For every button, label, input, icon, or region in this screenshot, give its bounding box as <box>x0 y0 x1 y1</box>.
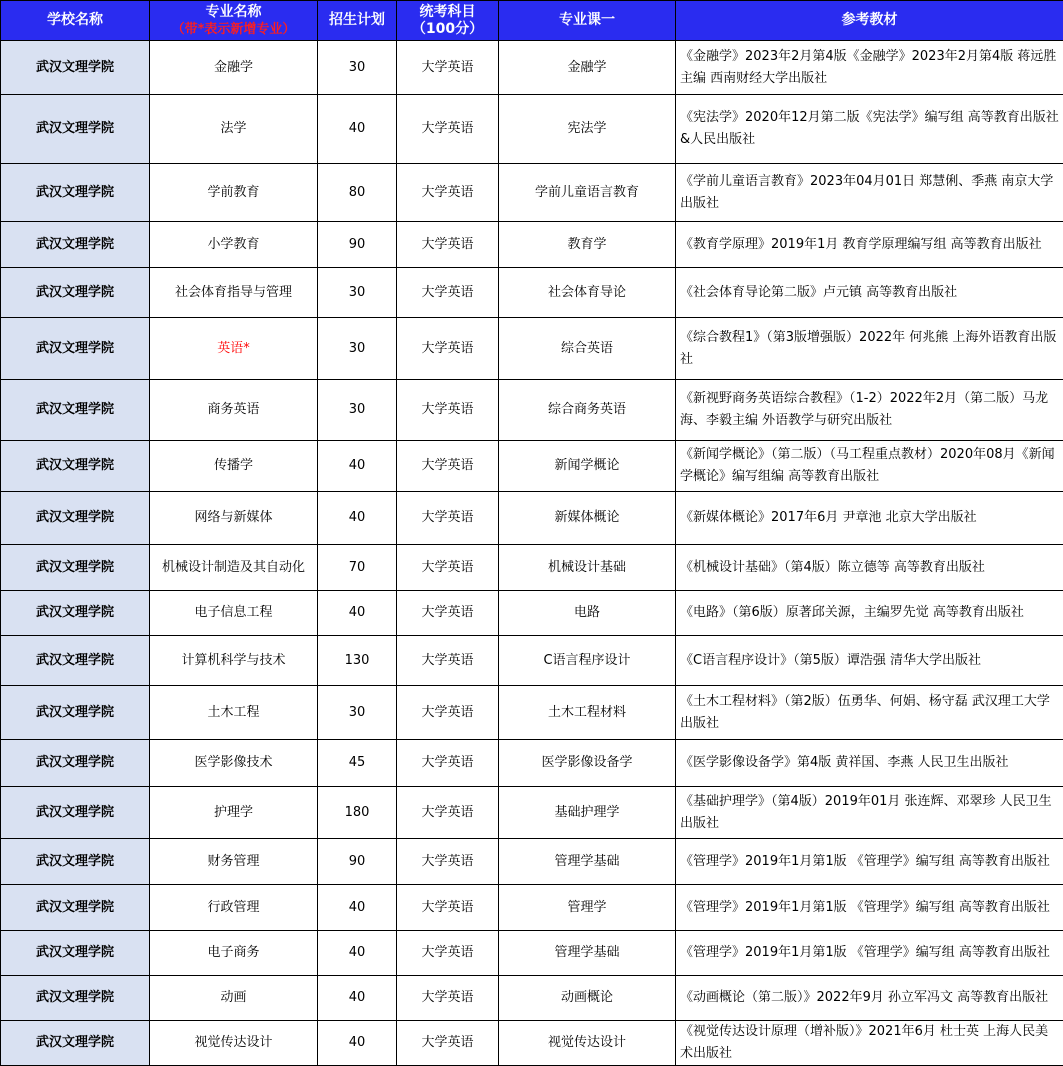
course-cell: 新闻学概论 <box>499 441 676 492</box>
textbook-cell: 《管理学》2019年1月第1版 《管理学》编写组 高等教育出版社 <box>676 931 1063 976</box>
school-cell: 武汉文理学院 <box>1 591 150 636</box>
exam-subject-cell: 大学英语 <box>397 787 499 839</box>
textbook-cell: 《教育学原理》2019年1月 教育学原理编写组 高等教育出版社 <box>676 222 1063 268</box>
exam-subject-cell: 大学英语 <box>397 222 499 268</box>
major-cell: 土木工程 <box>150 686 318 740</box>
table-row <box>1 931 1063 976</box>
plan-cell: 40 <box>318 976 397 1021</box>
plan-cell: 40 <box>318 95 397 164</box>
course-cell: 社会体育导论 <box>499 268 676 318</box>
course-cell: 综合英语 <box>499 318 676 380</box>
table-row <box>1 222 1063 268</box>
school-cell: 武汉文理学院 <box>1 95 150 164</box>
textbook-cell: 《土木工程材料》（第2版）伍勇华、何娟、杨守磊 武汉理工大学出版社 <box>676 686 1063 740</box>
textbook-cell: 《电路》（第6版）原著邱关源，主编罗先觉 高等教育出版社 <box>676 591 1063 636</box>
textbook-cell: 《新媒体概论》2017年6月 尹章池 北京大学出版社 <box>676 492 1063 545</box>
exam-subject-cell: 大学英语 <box>397 492 499 545</box>
school-cell: 武汉文理学院 <box>1 380 150 441</box>
plan-cell: 130 <box>318 636 397 686</box>
major-cell: 小学教育 <box>150 222 318 268</box>
table-body <box>1 41 1063 1066</box>
school-cell: 武汉文理学院 <box>1 740 150 787</box>
exam-subject-cell: 大学英语 <box>397 740 499 787</box>
table-row <box>1 441 1063 492</box>
table-row <box>1 686 1063 740</box>
school-cell: 武汉文理学院 <box>1 931 150 976</box>
plan-cell: 40 <box>318 591 397 636</box>
plan-cell: 40 <box>318 492 397 545</box>
textbook-cell: 《金融学》2023年2月第4版《金融学》2023年2月第4版 蒋远胜主编 西南财经大学出版社 <box>676 41 1063 95</box>
textbook-cell: 《宪法学》2020年12月第二版《宪法学》编写组 高等教育出版社&人民出版社 <box>676 95 1063 164</box>
school-cell: 武汉文理学院 <box>1 268 150 318</box>
course-cell: 医学影像设备学 <box>499 740 676 787</box>
major-cell: 财务管理 <box>150 839 318 885</box>
major-cell: 视觉传达设计 <box>150 1021 318 1066</box>
school-cell: 武汉文理学院 <box>1 164 150 222</box>
school-cell: 武汉文理学院 <box>1 686 150 740</box>
course-cell: 宪法学 <box>499 95 676 164</box>
course-cell: 管理学基础 <box>499 931 676 976</box>
course-cell: C语言程序设计 <box>499 636 676 686</box>
textbook-cell: 《社会体育导论第二版》卢元镇 高等教育出版社 <box>676 268 1063 318</box>
header-major-label: 专业名称 <box>206 4 262 20</box>
exam-subject-cell: 大学英语 <box>397 441 499 492</box>
textbook-cell: 《C语言程序设计》（第5版）谭浩强 清华大学出版社 <box>676 636 1063 686</box>
major-cell: 网络与新媒体 <box>150 492 318 545</box>
plan-cell: 30 <box>318 380 397 441</box>
course-cell: 教育学 <box>499 222 676 268</box>
course-cell: 管理学基础 <box>499 839 676 885</box>
school-cell: 武汉文理学院 <box>1 441 150 492</box>
header-exam-line1: 统考科目 <box>400 4 495 21</box>
plan-cell: 30 <box>318 318 397 380</box>
school-cell: 武汉文理学院 <box>1 787 150 839</box>
header-row <box>1 1 1063 41</box>
header-school: 学校名称 <box>1 1 150 41</box>
table-row <box>1 636 1063 686</box>
school-cell: 武汉文理学院 <box>1 839 150 885</box>
table-row <box>1 591 1063 636</box>
table-row <box>1 41 1063 95</box>
table-row <box>1 318 1063 380</box>
exam-subject-cell: 大学英语 <box>397 1021 499 1066</box>
school-cell: 武汉文理学院 <box>1 1021 150 1066</box>
course-cell: 管理学 <box>499 885 676 931</box>
textbook-cell: 《动画概论（第二版）》2022年9月 孙立军冯文 高等教育出版社 <box>676 976 1063 1021</box>
plan-cell: 80 <box>318 164 397 222</box>
course-cell: 视觉传达设计 <box>499 1021 676 1066</box>
major-cell: 计算机科学与技术 <box>150 636 318 686</box>
table-row <box>1 268 1063 318</box>
course-cell: 金融学 <box>499 41 676 95</box>
textbook-cell: 《机械设计基础》（第4版）陈立德等 高等教育出版社 <box>676 545 1063 591</box>
textbook-cell: 《视觉传达设计原理（增补版）》2021年6月 杜士英 上海人民美术出版社 <box>676 1021 1063 1066</box>
header-exam <box>397 1 499 41</box>
course-cell: 土木工程材料 <box>499 686 676 740</box>
major-cell: 学前教育 <box>150 164 318 222</box>
major-cell: 护理学 <box>150 787 318 839</box>
table-row <box>1 839 1063 885</box>
header-major <box>150 1 318 41</box>
exam-subject-cell: 大学英语 <box>397 95 499 164</box>
major-cell: 电子商务 <box>150 931 318 976</box>
course-cell: 电路 <box>499 591 676 636</box>
table-row <box>1 1021 1063 1066</box>
exam-subject-cell: 大学英语 <box>397 636 499 686</box>
major-cell: 行政管理 <box>150 885 318 931</box>
textbook-cell: 《学前儿童语言教育》2023年04月01日 郑慧俐、季燕 南京大学出版社 <box>676 164 1063 222</box>
header-books: 参考教材 <box>676 1 1063 41</box>
plan-cell: 40 <box>318 441 397 492</box>
plan-cell: 30 <box>318 41 397 95</box>
major-cell: 动画 <box>150 976 318 1021</box>
textbook-cell: 《新闻学概论》（第二版）（马工程重点教材）2020年08月《新闻学概论》编写组编 高等教育出版社 <box>676 441 1063 492</box>
major-cell: 传播学 <box>150 441 318 492</box>
school-cell: 武汉文理学院 <box>1 492 150 545</box>
textbook-cell: 《综合教程1》（第3版增强版）2022年 何兆熊 上海外语教育出版社 <box>676 318 1063 380</box>
major-cell: 金融学 <box>150 41 318 95</box>
course-cell: 机械设计基础 <box>499 545 676 591</box>
header-major-note: （带*表示新增专业） <box>153 21 314 38</box>
exam-subject-cell: 大学英语 <box>397 976 499 1021</box>
school-cell: 武汉文理学院 <box>1 885 150 931</box>
plan-cell: 70 <box>318 545 397 591</box>
table-row <box>1 545 1063 591</box>
plan-cell: 40 <box>318 1021 397 1066</box>
exam-subject-cell: 大学英语 <box>397 885 499 931</box>
plan-cell: 180 <box>318 787 397 839</box>
plan-cell: 90 <box>318 222 397 268</box>
table-row <box>1 976 1063 1021</box>
major-cell: 机械设计制造及其自动化 <box>150 545 318 591</box>
exam-subject-cell: 大学英语 <box>397 686 499 740</box>
course-cell: 综合商务英语 <box>499 380 676 441</box>
exam-subject-cell: 大学英语 <box>397 164 499 222</box>
major-cell: 医学影像技术 <box>150 740 318 787</box>
table-row <box>1 95 1063 164</box>
plan-cell: 40 <box>318 931 397 976</box>
exam-subject-cell: 大学英语 <box>397 839 499 885</box>
plan-cell: 90 <box>318 839 397 885</box>
table-row <box>1 164 1063 222</box>
school-cell: 武汉文理学院 <box>1 41 150 95</box>
school-cell: 武汉文理学院 <box>1 545 150 591</box>
table-row <box>1 380 1063 441</box>
major-cell: 商务英语 <box>150 380 318 441</box>
textbook-cell: 《管理学》2019年1月第1版 《管理学》编写组 高等教育出版社 <box>676 885 1063 931</box>
table-row <box>1 885 1063 931</box>
exam-subject-cell: 大学英语 <box>397 380 499 441</box>
exam-subject-cell: 大学英语 <box>397 931 499 976</box>
textbook-cell: 《管理学》2019年1月第1版 《管理学》编写组 高等教育出版社 <box>676 839 1063 885</box>
plan-cell: 40 <box>318 885 397 931</box>
exam-subject-cell: 大学英语 <box>397 318 499 380</box>
textbook-cell: 《新视野商务英语综合教程》（1-2）2022年2月（第二版）马龙海、李毅主编 外语教学与研究出版社 <box>676 380 1063 441</box>
major-cell: 社会体育指导与管理 <box>150 268 318 318</box>
plan-cell: 30 <box>318 268 397 318</box>
course-cell: 新媒体概论 <box>499 492 676 545</box>
major-cell: 电子信息工程 <box>150 591 318 636</box>
exam-subject-cell: 大学英语 <box>397 545 499 591</box>
school-cell: 武汉文理学院 <box>1 976 150 1021</box>
plan-cell: 45 <box>318 740 397 787</box>
textbook-cell: 《医学影像设备学》第4版 黄祥国、李燕 人民卫生出版社 <box>676 740 1063 787</box>
table-row <box>1 492 1063 545</box>
school-cell: 武汉文理学院 <box>1 636 150 686</box>
major-cell: 英语* <box>150 318 318 380</box>
table-row <box>1 740 1063 787</box>
exam-subject-cell: 大学英语 <box>397 41 499 95</box>
header-exam-line2: （100分） <box>400 21 495 38</box>
school-cell: 武汉文理学院 <box>1 222 150 268</box>
exam-subject-cell: 大学英语 <box>397 268 499 318</box>
exam-subject-cell: 大学英语 <box>397 591 499 636</box>
course-cell: 学前儿童语言教育 <box>499 164 676 222</box>
header-course: 专业课一 <box>499 1 676 41</box>
course-cell: 动画概论 <box>499 976 676 1021</box>
header-plan: 招生计划 <box>318 1 397 41</box>
table-row <box>1 787 1063 839</box>
plan-cell: 30 <box>318 686 397 740</box>
textbook-cell: 《基础护理学》（第4版）2019年01月 张连辉、邓翠珍 人民卫生出版社 <box>676 787 1063 839</box>
course-cell: 基础护理学 <box>499 787 676 839</box>
school-cell: 武汉文理学院 <box>1 318 150 380</box>
major-cell: 法学 <box>150 95 318 164</box>
